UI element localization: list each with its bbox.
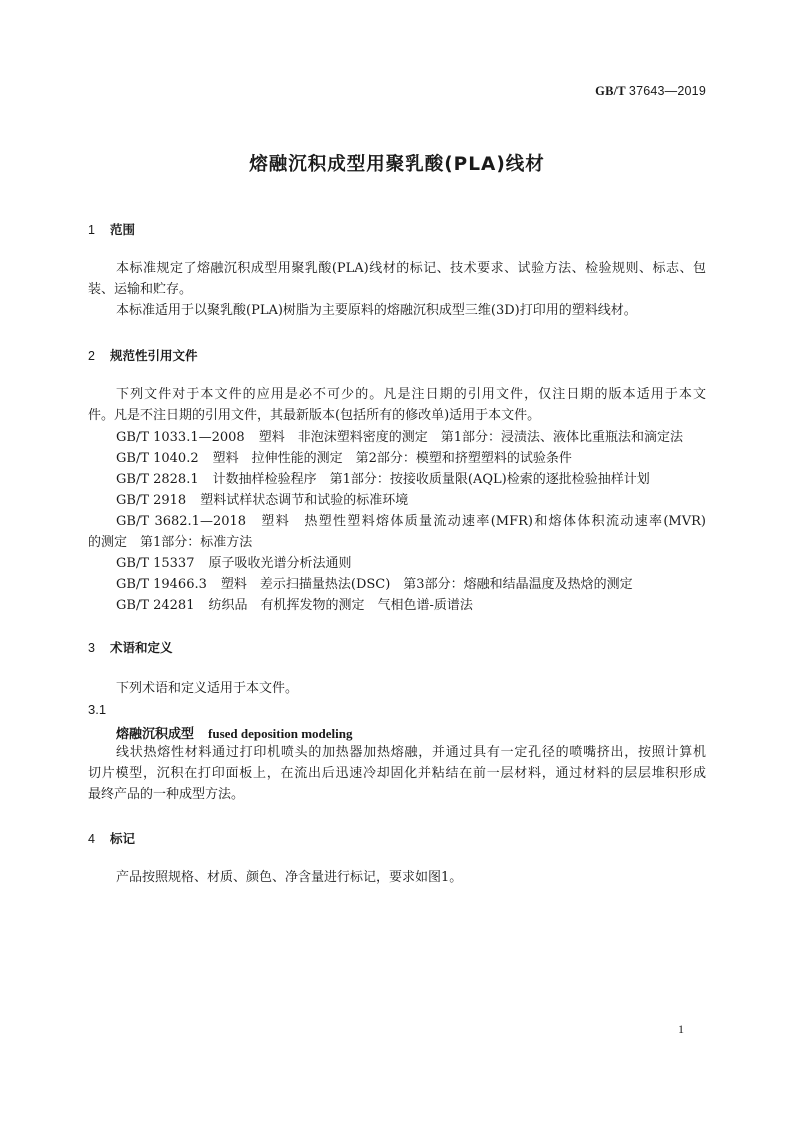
reference-code: GB/T 1040.2 [116,451,199,466]
standard-code-prefix: GB/T [595,84,626,98]
reference-item [116,427,706,448]
page-number: 1 [678,1022,684,1036]
term-number: 3.1 [88,702,107,717]
reference-code: GB/T 24281 [116,598,195,613]
paragraph-line: 本标准适用于以聚乳酸(PLA)树脂为主要原料的熔融沉积成型三维(3D)打印用的塑料线材。 [116,303,637,318]
term-chinese: 熔融沉积成型 [116,727,195,742]
section-title: 标记 [110,831,136,846]
reference-title: 塑料试样状态调节和试验的标准环境 [200,493,409,508]
reference-item [116,574,706,595]
paragraph-line: 下列术语和定义适用于本文件。 [116,681,299,696]
reference-continuation: 的测定 第1部分：标准方法 [88,535,253,550]
section-heading-terms-definitions [88,638,173,656]
section-heading-marking [88,829,135,847]
reference-code: GB/T 19466.3 [116,577,207,592]
reference-item [116,595,706,616]
section-title: 规范性引用文件 [110,348,198,363]
term-entry [116,723,353,742]
section-number: 3 [88,641,95,655]
reference-item [116,469,706,490]
reference-code: GB/T 15337 [116,556,195,571]
section-title: 范围 [110,222,136,237]
reference-title: 塑料 拉伸性能的测定 第2部分：模塑和挤塑塑料的试验条件 [212,451,572,466]
definition-line: 最终产品的一种成型方法。 [88,787,245,802]
paragraph-line: 本标准规定了熔融沉积成型用聚乳酸(PLA)线材的标记、技术要求、试验方法、检验规则、标志、包 [116,261,706,276]
reference-code: GB/T 1033.1—2008 [116,430,245,445]
paragraph-line: 装、运输和贮存。 [88,282,193,297]
reference-title: 纺织品 有机挥发物的测定 气相色谱-质谱法 [208,598,473,613]
paragraph-line: 产品按照规格、材质、颜色、净含量进行标记，要求如图1。 [116,870,463,885]
standard-code-number: 37643—2019 [628,84,706,98]
reference-title: 塑料 差示扫描量热法(DSC) 第3部分：熔融和结晶温度及热焓的测定 [220,577,633,592]
reference-item [116,448,706,469]
section-number: 4 [88,832,95,846]
document-title: 熔融沉积成型用聚乳酸(PLA)线材 [249,154,545,175]
term-english: fused deposition modeling [208,726,353,741]
reference-item [116,511,706,532]
reference-item [116,490,706,511]
section-title: 术语和定义 [110,640,173,655]
definition-line: 切片模型，沉积在打印面板上，在流出后迅速冷却固化并粘结在前一层材料，通过材料的层层堆积形成 [88,766,706,781]
section-heading-scope [88,220,135,238]
section-number: 2 [88,349,95,363]
reference-title: 塑料 非泡沫塑料密度的测定 第1部分：浸渍法、液体比重瓶法和滴定法 [258,430,683,445]
definition-line: 线状热熔性材料通过打印机喷头的加热器加热熔融，并通过具有一定孔径的喷嘴挤出，按照计算机 [116,745,706,760]
paragraph-line: 下列文件对于本文件的应用是必不可少的。凡是注日期的引用文件，仅注日期的版本适用于本文 [116,387,706,402]
reference-title: 塑料 热塑性塑料熔体质量流动速率(MFR)和熔体体积流动速率(MVR) [260,514,706,529]
reference-item [116,553,706,574]
reference-title: 原子吸收光谱分析法通则 [208,556,352,571]
reference-title: 计数抽样检验程序 第1部分：按接收质量限(AQL)检索的逐批检验抽样计划 [212,472,650,487]
reference-code: GB/T 3682.1—2018 [116,514,247,529]
section-number: 1 [88,223,95,237]
paragraph-line: 件。凡是不注日期的引用文件，其最新版本(包括所有的修改单)适用于本文件。 [88,408,541,423]
reference-code: GB/T 2918 [116,493,187,508]
section-heading-normative-references [88,346,198,364]
reference-code: GB/T 2828.1 [116,472,199,487]
standard-code [595,84,706,99]
